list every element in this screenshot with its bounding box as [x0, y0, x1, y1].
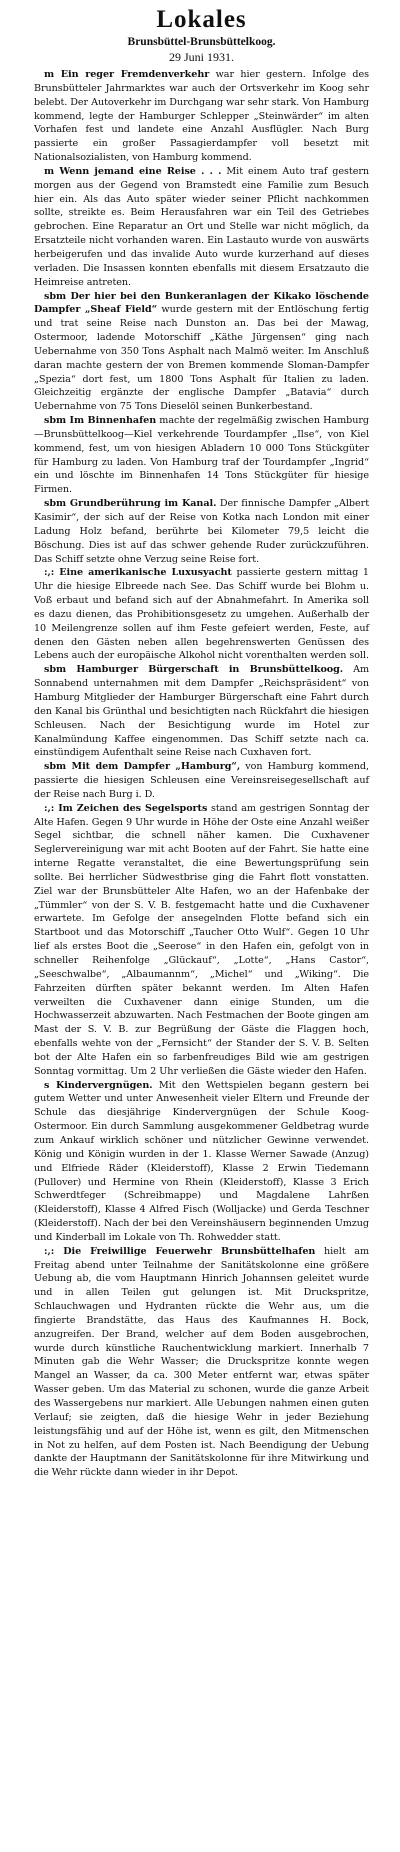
- article-body: war hier gestern. Infolge des Brunsbütteler Jahrmarktes war auch der Ortsverkehr im Koog sehr belebt. Der Autoverkehr im Durchgang war sehr stark. Von Hamburg kommend, legte der Hamburger Schlepper „Steinwärder“ im alten Vorhafen fest und landete eine Anzahl Ausflügler. Nach Burg passierte ein großer Passagierdampfer voll besetzt mit Nationalsozialisten, von Hamburg kommend.: [34, 69, 369, 164]
- article-lead: sbm Grundberührung im Kanal.: [44, 498, 217, 510]
- article-lead: :,: Die Freiwillige Feuerwehr Brunsbüttelhafen: [44, 1245, 316, 1257]
- section-subhead: Brunsbüttel-Brunsbüttelkoog.: [127, 36, 276, 48]
- article-feuerwehr: [34, 1245, 369, 1480]
- issue-date: 29 Juni 1931.: [168, 50, 234, 64]
- article-bunkeranlagen: [34, 290, 369, 415]
- article-body: wurde gestern mit der Entlöschung fertig und trat seine Reise nach Dunston an. Das bei der Mawag, Ostermoor, ladende Motorschiff „Käthe Jürgensen“ ging nach Uebernahme von 350 Tons Asphalt nach Malmö weiter. Im Anschluß daran machte gestern der von Bremen kommende Sloman-Dampfer „Spezia“ dort fest, um 1800 Tons Asphalt für Italien zu laden. Gleichzeitig ergänzte der englische Dampfer „Batavia“ durch Uebernahme von 75 Tons Dieselöl seinen Bunkerbestand.: [34, 304, 369, 413]
- article-reise: [34, 165, 369, 290]
- article-lead: :,: Im Zeichen des Segelsports: [44, 802, 208, 814]
- article-dampfer-hamburg: [34, 760, 369, 802]
- article-body: Am Sonnabend unternahmen mit dem Dampfer „Reichspräsident“ von Hamburg Mitglieder der Hamburger Bürgerschaft eine Fahrt durch den Kanal bis Grünthal und besichtigten nach Rückfahrt die hiesigen Schleusen. Nach der Besichtigung wurde im Hotel zur Kanalmündung Kaffee eingenommen. Das Schiff setzte nach ca. einstündigem Aufenthalt seine Reise nach Cuxhaven fort.: [34, 664, 369, 759]
- article-lead: m Ein reger Fremdenverkehr: [44, 69, 210, 80]
- article-lead: sbm Mit dem Dampfer „Hamburg“,: [44, 761, 241, 773]
- section-masthead: Lokales: [156, 6, 247, 33]
- article-lead: m Wenn jemand eine Reise . . .: [44, 165, 222, 177]
- article-buergerschaft: [34, 663, 369, 760]
- article-body: machte der regelmäßig zwischen Hamburg—Brunsbüttelkoog—Kiel verkehrende Tourdampfer „Ilse“, von Kiel kommend, fest, um von hiesigen Abladern 10 000 Tons Stückgüter für Hamburg zu laden. Von Hamburg traf der Tourdampfer „Ingrid“ ein und löschte im Binnenhafen 14 Tons Stückgüter für hiesige Firmen.: [34, 415, 369, 496]
- article-body: von Hamburg kommend, passierte die hiesigen Schleusen eine Vereinsreisegesellschaft auf der Reise nach Burg i. D.: [34, 761, 369, 800]
- article-lead: :,: Eine amerikanische Luxusyacht: [44, 567, 232, 579]
- article-fremdenverkehr: [34, 68, 369, 165]
- article-segelsport: [34, 802, 369, 1079]
- article-luxusyacht: [34, 566, 369, 663]
- article-body: Mit den Wettspielen begann gestern bei gutem Wetter und unter Anwesenheit vieler Eltern und Freunde der Schule das diesjährige Kindervergnügen der Schule Koog-Ostermoor. Ein durch Sammlung ausgekommener Geldbetrag wurde zum Ankauf wirklich schöner und nützlicher Gewinne verwendet. König und Königin wurden in der 1. Klasse Werner Sawade (Anzug) und Elfriede Räder (Kleiderstoff), Klasse 2 Erwin Tiedemann (Pullover) und Hermine von Rhein (Kleiderstoff), Klasse 3 Erich Schwerdtfeger (Schreibmappe) und Magdalene Lahrßen (Kleiderstoff), Klasse 4 Alfred Fisch (Wolljacke) und Gerda Teschner (Kleiderstoff). Nach der bei den Vereinshäusern beginnenden Umzug und Kinderball im Lokale von Th. Rohwedder statt.: [34, 1079, 370, 1243]
- article-binnenhafen: [34, 414, 369, 497]
- article-body: Der finnische Dampfer „Albert Kasimir“, der sich auf der Reise von Kotka nach London mit einer Ladung Holz befand, berührte bei Kilometer 79,5 leicht die Böschung. Dies ist auf das schwer gehende Ruder zurückzuführen. Das Schiff setzte ohne Verzug seine Reise fort.: [34, 498, 369, 565]
- article-body: Mit einem Auto traf gestern morgen aus der Gegend von Bramstedt eine Familie zum Besuch hier ein. Als das Auto später wieder seiner Pflicht nachkommen sollte, streikte es. Beim Herausfahren war ein Teil des Getriebes gebrochen. Eine Reparatur an Ort und Stelle war nicht möglich, da Ersatzteile nicht vorhanden waren. Ein Lastauto wurde von auswärts herbeigerufen und das invalide Auto wurde kurzerhand auf dieses verladen. Die Insassen konnten ebenfalls mit diesem Ersatzauto die Heimreise antreten.: [34, 165, 369, 288]
- article-lead: s Kindervergnügen.: [44, 1079, 153, 1091]
- article-lead: sbm Hamburger Bürgerschaft in Brunsbüttelkoog.: [44, 664, 344, 676]
- article-body: hielt am Freitag abend unter Teilnahme der Sanitätskolonne eine größere Uebung ab, die vom Hauptmann Hinrich Johannsen geleitet wurde und in allen Teilen gut gelungen ist. Mit Druckspritze, Schlauchwagen und Hydranten rückte die Wehr aus, um die fingierte Brandstätte, das Haus des Kaufmannes H. Bock, anzugreifen. Der Brand, welcher auf dem Boden ausgebrochen, wurde durch künstliche Rauchentwicklung markiert. Innerhalb 7 Minuten gab die Wehr Wasser; die Druckspritze konnte wegen Mangel an Wasser, da ca. 300 Meter entfernt war, etwas später Wasser geben. Um das Material zu schonen, wurde die ganze Arbeit des Wassergebens nur markiert. Alle Uebungen nahmen einen guten Verlauf; sie zeigten, daß die hiesige Wehr in jeder Beziehung leistungsfähig und auf der Höhe ist, wenn es gilt, den Mitmenschen in Not zu helfen, auf dem Posten ist. Nach Beendigung der Uebung dankte der Hauptmann der Sanitätskolonne für ihre Mitwirkung und die Wehr rückte dann wieder in ihr Depot.: [34, 1245, 369, 1479]
- article-lead: sbm Der hier bei den Bunkeranlagen der Kikako löschende Dampfer „Sheaf Field“: [34, 290, 369, 316]
- article-grundberuehrung: [34, 497, 369, 566]
- article-kindervergnuegen: [34, 1079, 369, 1245]
- article-body: stand am gestrigen Sonntag der Alte Hafen. Gegen 9 Uhr wurde in Höhe der Oste eine Anzahl weißer Segel sichtbar, die schnell näher kamen. Die Cuxhavener Seglervereinigung war mit acht Booten auf der Fahrt. Sie hatte eine interne Regatte veranstaltet, die eine Bewertungsprüfung sein sollte. Bei herrlicher Südwestbrise ging die Fahrt flott vonstatten. Ziel war der Brunsbütteler Alte Hafen, wo an der Hafenbake der „Tümmler“ von der S. V. B. festgemacht hatte und die Cuxhavener erwartete. Im Gefolge der ansegelnden Flotte befand sich ein Startboot und das Motorschiff „Taucher Otto Wulf“. Gegen 10 Uhr lief als erstes Boot die „Seerose“ in den Hafen ein, gefolgt von in schneller Reihenfolge „Glückauf“, „Lotte“, „Hans Castor“, „Seeschwalbe“, „Albaumannm“, „Michel“ und „Wiking“. Die Fahrzeiten dürften später bekannt werden. Im Alten Hafen verweilten die Cuxhavener dann einige Stunden, um die Hochwasserzeit abzuwarten. Nach Festmachen der Boote gingen am Mast der S. V. B. zur Begrüßung der Gäste die Flaggen hoch, ebenfalls wehte von der „Fernsicht“ der Stander der S. V. B. Selten bot der Alte Hafen ein so farbenfreudiges Bild wie am gestrigen Sonntag vormittag. Um 2 Uhr verließen die Gäste wieder den Hafen.: [34, 802, 369, 1077]
- article-body: passierte gestern mittag 1 Uhr die hiesige Elbreede nach See. Das Schiff wurde bei Blohm u. Voß erbaut und befand sich auf der Abnahmefahrt. In Amerika soll es dazu dienen, das Prohibitionsgesetz zu umgehen. Außerhalb der 10 Meilengrenze sollen auf ihm Feste gefeiert werden, Feste, auf denen den Gästen neben allen begehrenswerten Genüssen des Lebens auch der europäische Alkohol nicht vorenthalten werden soll.: [34, 567, 369, 662]
- article-lead: sbm Im Binnenhafen: [44, 415, 157, 427]
